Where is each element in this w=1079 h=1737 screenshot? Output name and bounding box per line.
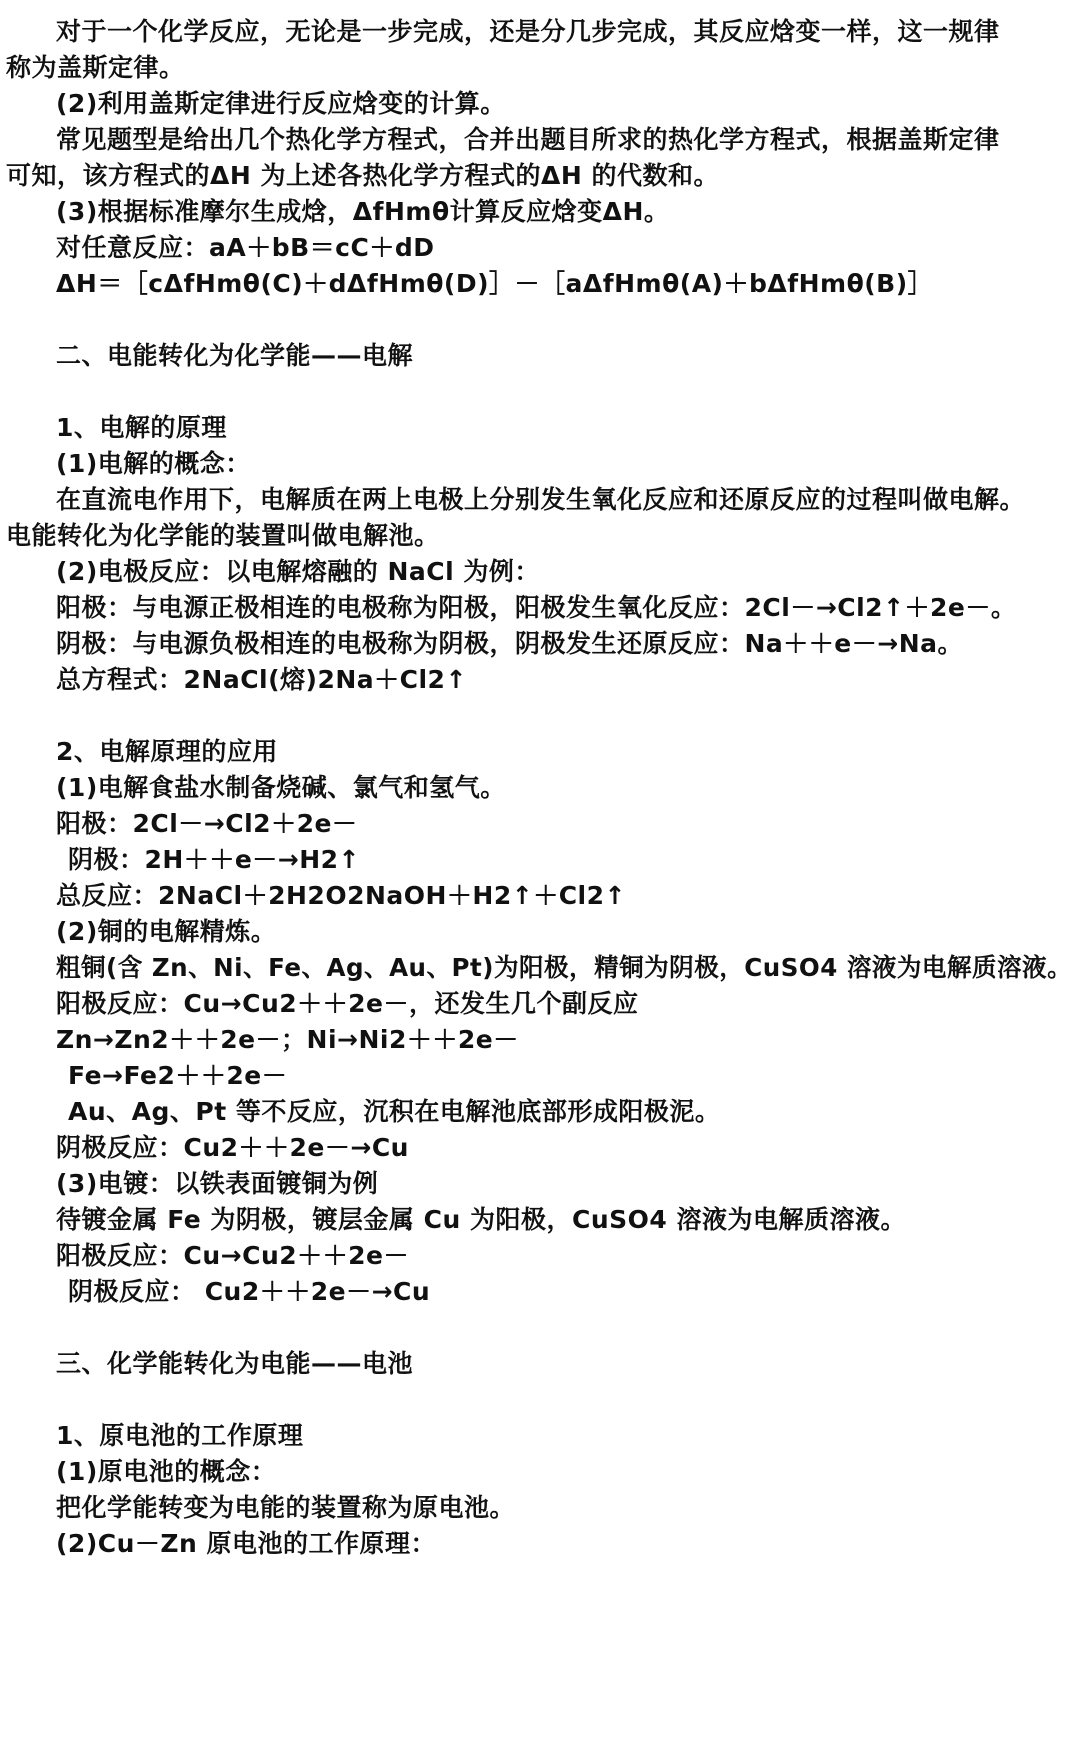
text-line: 粗铜(含 Zn、Ni、Fe、Ag、Au、Pt)为阳极，精铜为阴极，CuSO4 溶液为电解质溶液。 — [56, 953, 1073, 982]
text-line: (1)电解的概念： — [56, 449, 251, 478]
text-line: 对于一个化学反应，无论是一步完成，还是分几步完成，其反应焓变一样，这一规律 — [56, 17, 1000, 46]
text-line: 阴极反应： Cu2＋＋2e－→Cu — [68, 1277, 431, 1306]
text-line: 阴极：2H＋＋e－→H2↑ — [68, 845, 360, 874]
text-line: 把化学能转变为电能的装置称为原电池。 — [56, 1493, 516, 1522]
text-line: 阳极反应：Cu→Cu2＋＋2e－ — [56, 1241, 409, 1270]
text-line: 可知，该方程式的ΔH 为上述各热化学方程式的ΔH 的代数和。 — [6, 161, 719, 190]
text-line: Zn→Zn2＋＋2e－；Ni→Ni2＋＋2e－ — [56, 1025, 519, 1054]
subsection-heading: 2、电解原理的应用 — [56, 737, 278, 766]
text-line: (3)电镀：以铁表面镀铜为例 — [56, 1169, 379, 1198]
text-line: (2)电极反应：以电解熔融的 NaCl 为例： — [56, 557, 540, 586]
text-line: 阳极：与电源正极相连的电极称为阳极，阳极发生氧化反应：2Cl－→Cl2↑＋2e－。 — [56, 593, 1017, 622]
text-line: 总反应：2NaCl＋2H2O2NaOH＋H2↑＋Cl2↑ — [56, 881, 626, 910]
text-line: 对任意反应：aA＋bB＝cC＋dD — [56, 233, 435, 262]
section-heading: 三、化学能转化为电能——电池 — [56, 1349, 414, 1378]
text-line: (3)根据标准摩尔生成焓，ΔfHmθ计算反应焓变ΔH。 — [56, 197, 670, 226]
text-line: (2)铜的电解精炼。 — [56, 917, 277, 946]
text-line: Au、Ag、Pt 等不反应，沉积在电解池底部形成阳极泥。 — [68, 1097, 721, 1126]
text-line: (1)电解食盐水制备烧碱、氯气和氢气。 — [56, 773, 506, 802]
text-line: (2)Cu－Zn 原电池的工作原理： — [56, 1529, 437, 1558]
section-heading: 二、电能转化为化学能——电解 — [56, 341, 414, 370]
text-line: 称为盖斯定律。 — [6, 53, 185, 82]
text-line: 待镀金属 Fe 为阴极，镀层金属 Cu 为阳极，CuSO4 溶液为电解质溶液。 — [56, 1205, 906, 1234]
text-line: 电能转化为化学能的装置叫做电解池。 — [6, 521, 440, 550]
text-line: 阳极反应：Cu→Cu2＋＋2e－，还发生几个副反应 — [56, 989, 639, 1018]
text-line: 常见题型是给出几个热化学方程式，合并出题目所求的热化学方程式，根据盖斯定律 — [56, 125, 1000, 154]
formula-line: ΔH＝［cΔfHmθ(C)＋dΔfHmθ(D)］－［aΔfHmθ(A)＋bΔfHmθ(B)］ — [56, 269, 934, 298]
subsection-heading: 1、电解的原理 — [56, 413, 227, 442]
text-line: 阴极：与电源负极相连的电极称为阴极，阴极发生还原反应：Na＋＋e－→Na。 — [56, 629, 963, 658]
text-line: 总方程式：2NaCl(熔)2Na＋Cl2↑ — [56, 665, 467, 694]
subsection-heading: 1、原电池的工作原理 — [56, 1421, 304, 1450]
text-line: (2)利用盖斯定律进行反应焓变的计算。 — [56, 89, 506, 118]
text-line: 阳极：2Cl－→Cl2＋2e－ — [56, 809, 358, 838]
text-line: 阴极反应：Cu2＋＋2e－→Cu — [56, 1133, 409, 1162]
text-line: Fe→Fe2＋＋2e－ — [68, 1061, 288, 1090]
text-line: 在直流电作用下，电解质在两上电极上分别发生氧化反应和还原反应的过程叫做电解。 — [56, 485, 1026, 514]
text-line: (1)原电池的概念： — [56, 1457, 277, 1486]
